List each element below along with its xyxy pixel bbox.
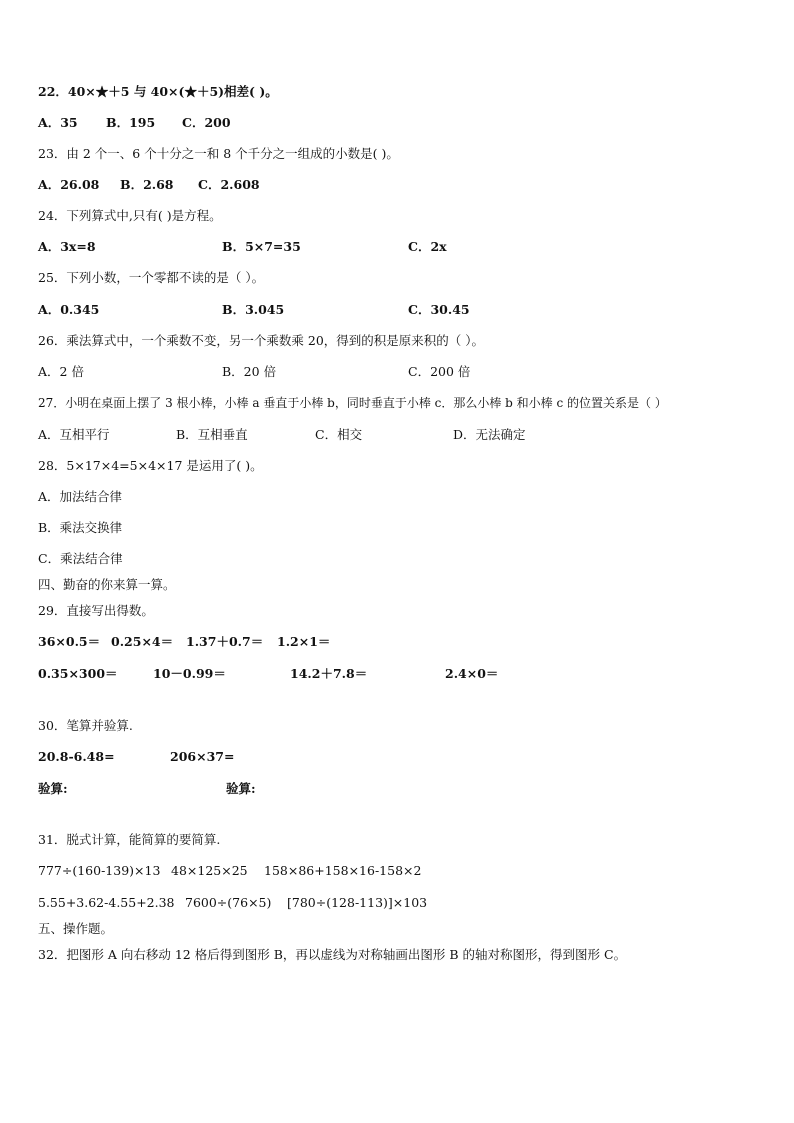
q23-option-b: B．2.68 (120, 177, 174, 192)
q23-option-a: A．26.08 (38, 177, 100, 192)
section-4-heading: 四、勤奋的你来算一算。 (38, 577, 176, 592)
q29-item-1: 36×0.5＝ (38, 634, 101, 649)
section-5-heading: 五、操作题。 (38, 921, 114, 936)
question-26: 26．乘法算式中，一个乘数不变，另一个乘数乘 20，得到的积是原来积的（ ）。 (38, 333, 485, 348)
q28-option-b: B．乘法交换律 (38, 520, 123, 535)
q27-option-b: B．互相垂直 (176, 427, 248, 442)
question-24: 24．下列算式中,只有( )是方程。 (38, 208, 222, 223)
q27-option-d: D．无法确定 (453, 427, 526, 442)
question-22: 22．40×★＋5 与 40×(★＋5)相差( )。 (38, 84, 278, 99)
q22-option-c: C．200 (182, 115, 231, 130)
q23-option-c: C．2.608 (198, 177, 260, 192)
q31-item-5: 7600÷(76×5) (185, 895, 272, 910)
question-29: 29．直接写出得数。 (38, 603, 154, 618)
q22-option-a: A．35 (38, 115, 78, 130)
q31-item-4: 5.55+3.62-4.55+2.38 (38, 895, 175, 910)
q30-check-1: 验算: (38, 781, 68, 796)
q24-option-c: C．2x (408, 239, 447, 254)
q28-option-c: C．乘法结合律 (38, 551, 123, 566)
q28-option-a: A．加法结合律 (38, 489, 123, 504)
q31-item-2: 48×125×25 (171, 863, 248, 878)
q26-option-b: B．20 倍 (222, 364, 277, 379)
q30-item-1: 20.8-6.48= (38, 749, 115, 764)
q29-item-4: 1.2×1＝ (277, 634, 331, 649)
q29-item-6: 10－0.99＝ (153, 666, 226, 681)
q26-option-c: C．200 倍 (408, 364, 471, 379)
q29-item-2: 0.25×4＝ (111, 634, 174, 649)
q25-option-a: A．0.345 (38, 302, 100, 317)
q27-option-c: C．相交 (315, 427, 363, 442)
q25-option-c: C．30.45 (408, 302, 470, 317)
q29-item-3: 1.37＋0.7＝ (186, 634, 264, 649)
question-25: 25．下列小数，一个零都不读的是（ ）。 (38, 270, 265, 285)
q29-item-7: 14.2＋7.8＝ (290, 666, 368, 681)
question-32: 32．把图形 A 向右移动 12 格后得到图形 B，再以虚线为对称轴画出图形 B 的轴对称图形，得到图形 C。 (38, 947, 627, 962)
q31-item-1: 777÷(160-139)×13 (38, 863, 161, 878)
question-30: 30．笔算并验算. (38, 718, 133, 733)
q26-option-a: A．2 倍 (38, 364, 84, 379)
q25-option-b: B．3.045 (222, 302, 285, 317)
q29-item-5: 0.35×300＝ (38, 666, 118, 681)
q30-item-2: 206×37= (170, 749, 235, 764)
q29-item-8: 2.4×0＝ (445, 666, 499, 681)
q27-option-a: A．互相平行 (38, 427, 110, 442)
q24-option-a: A．3x=8 (38, 239, 96, 254)
question-27: 27．小明在桌面上摆了 3 根小棒，小棒 a 垂直于小棒 b，同时垂直于小棒 c．那么小棒 b 和小棒 c 的位置关系是（ ） (38, 396, 667, 410)
q30-check-2: 验算: (226, 781, 256, 796)
q24-option-b: B．5×7=35 (222, 239, 301, 254)
question-23: 23．由 2 个一、6 个十分之一和 8 个千分之一组成的小数是( )。 (38, 146, 399, 161)
question-31: 31．脱式计算，能简算的要简算. (38, 832, 221, 847)
q22-option-b: B．195 (106, 115, 156, 130)
q31-item-6: [780÷(128-113)]×103 (287, 895, 428, 910)
q31-item-3: 158×86+158×16-158×2 (264, 863, 422, 878)
question-28: 28．5×17×4=5×4×17 是运用了( )。 (38, 458, 263, 473)
